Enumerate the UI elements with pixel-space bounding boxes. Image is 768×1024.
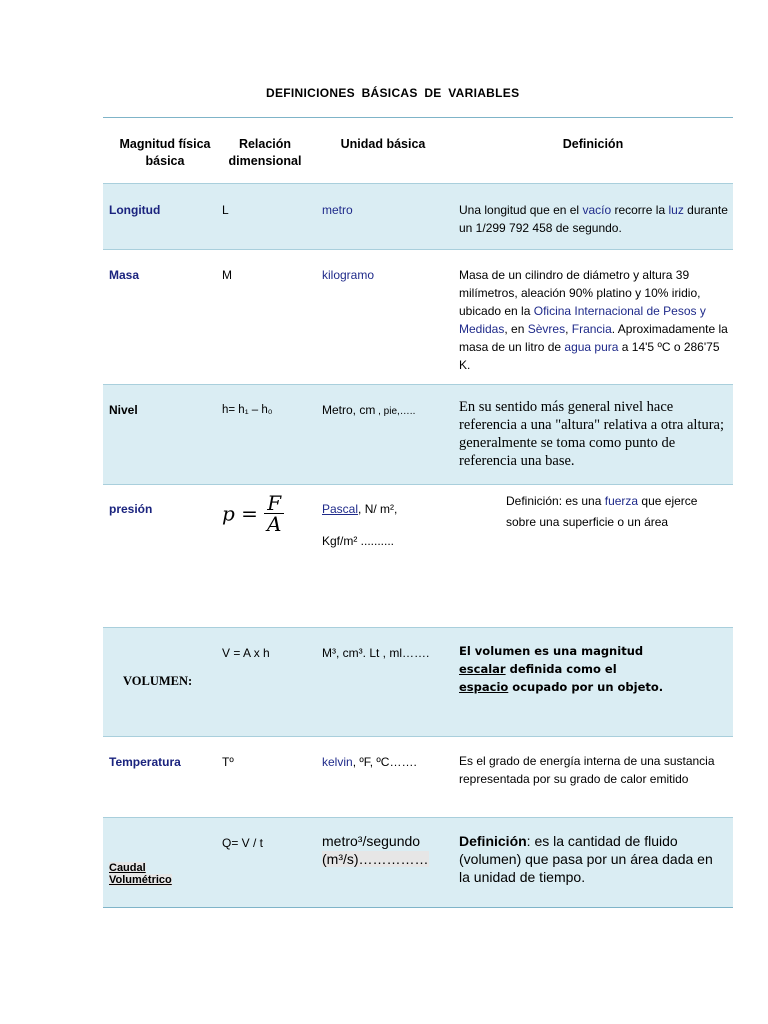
- formula-denominator: A: [267, 512, 282, 536]
- fuerza-link[interactable]: fuerza: [604, 494, 639, 508]
- page-title: DEFINICIONES BÁSICAS DE VARIABLES: [266, 86, 520, 100]
- table-row-presion: [103, 485, 733, 628]
- unit-text: Kgf/m² ..........: [322, 534, 395, 548]
- def-text: Una longitud que en el: [459, 203, 583, 217]
- header-relacion: Relación dimensional: [228, 137, 302, 168]
- unit-text: (m³/s)……………: [322, 851, 429, 867]
- unidad-longitud-link[interactable]: metro: [322, 203, 353, 217]
- def-text: recorre la: [611, 203, 669, 217]
- def-label: Definición: [459, 833, 527, 849]
- def-text: . Aproximadamente la masa de un litro de: [459, 322, 728, 354]
- unidad-volumen: M³, cm³. Lt , ml…….: [322, 646, 430, 660]
- kelvin-link[interactable]: kelvin: [322, 755, 353, 769]
- magnitud-presion: presión: [109, 502, 153, 516]
- table-row-nivel: [103, 385, 733, 485]
- caudal-label: Caudal: [109, 862, 146, 874]
- def-text: ocupado por un objeto.: [508, 680, 664, 694]
- def-text: Definición: es una: [506, 494, 605, 508]
- magnitud-nivel: Nivel: [109, 403, 138, 417]
- definicion-caudal: [459, 832, 727, 886]
- def-text: durante un 1/299 792 458 de segundo.: [459, 203, 728, 235]
- header-definicion: Definición: [562, 137, 624, 151]
- francia-link[interactable]: Francia: [571, 322, 612, 336]
- header-magnitud: Magnitud física básica: [119, 137, 211, 168]
- definicion-presion: [506, 491, 726, 533]
- formula-fraction: [264, 493, 284, 534]
- unidad-temperatura: [322, 753, 452, 771]
- def-text: Masa de un cilindro de diámetro y altura 39 milímetros, aleación 90% platino y 10% iridio, ubicado en la: [459, 268, 701, 318]
- pascal-link[interactable]: Pascal: [322, 502, 359, 516]
- unit-text: metro³/segundo: [322, 833, 421, 849]
- def-text: , en: [504, 322, 528, 336]
- unidad-masa-link[interactable]: kilogramo: [322, 268, 375, 282]
- table-row-caudal: [103, 818, 733, 907]
- definicion-longitud: [459, 201, 731, 237]
- def-text: ,: [565, 322, 572, 336]
- relacion-volumen: V = A x h: [222, 646, 270, 660]
- def-text: El volumen es una magnitud: [459, 644, 644, 658]
- relacion-nivel: h= h₁ – h₀: [222, 404, 273, 416]
- def-text: : es la cantidad de fluido (volumen) que pasa por un área dada en la unidad de tiempo.: [459, 833, 713, 885]
- unidad-presion: [322, 500, 452, 550]
- caudal-label: Volumétrico: [109, 874, 172, 886]
- formula-numerator: F: [264, 493, 284, 514]
- def-text: definida como el: [505, 662, 617, 676]
- magnitud-caudal: [109, 862, 217, 886]
- relacion-caudal: Q= V / t: [222, 836, 264, 850]
- def-text: que ejerce sobre una superficie o un área: [506, 494, 698, 529]
- unidad-caudal: [322, 832, 452, 868]
- unit-text: , pie,…..: [375, 406, 416, 417]
- unit-text: Metro, cm: [322, 403, 376, 417]
- unidad-nivel: [322, 401, 452, 421]
- formula-presion: [222, 493, 318, 534]
- formula-lhs: p =: [222, 501, 258, 526]
- table-row-longitud: [103, 184, 733, 250]
- unit-text: , ºF, ºC…….: [352, 755, 417, 769]
- oficina-link[interactable]: Oficina Internacional de Pesos y Medidas: [459, 304, 706, 336]
- header-unidad: Unidad básica: [340, 137, 426, 151]
- relacion-masa: M: [222, 268, 232, 282]
- table-row-volumen: [103, 628, 733, 737]
- definicion-temperatura: Es el grado de energía interna de una sustancia representada por su grado de calor emitido: [459, 754, 715, 786]
- magnitud-masa: Masa: [109, 268, 140, 282]
- definicion-nivel: En su sentido más general nivel hace referencia a una "altura" relativa a otra altura; generalmente se toma como punto de referencia una base.: [459, 399, 725, 469]
- magnitud-volumen: VOLUMEN:: [123, 674, 193, 688]
- relacion-temperatura: Tº: [222, 755, 234, 769]
- luz-link[interactable]: luz: [668, 203, 684, 217]
- table-header-row: [103, 118, 733, 184]
- espacio-link[interactable]: espacio: [459, 680, 509, 694]
- sevres-link[interactable]: Sèvres: [527, 322, 566, 336]
- definicion-volumen: [459, 642, 669, 696]
- table-row-masa: [103, 250, 733, 385]
- vacio-link[interactable]: vacío: [582, 203, 612, 217]
- relacion-longitud: L: [222, 203, 229, 217]
- table-row-temperatura: [103, 737, 733, 818]
- magnitud-temperatura: Temperatura: [109, 755, 181, 769]
- escalar-link[interactable]: escalar: [459, 662, 506, 676]
- magnitud-longitud: Longitud: [109, 203, 161, 217]
- definicion-masa: [459, 266, 731, 374]
- variables-table: [103, 117, 733, 908]
- def-text: a 14'5 ºC o 286'75 K.: [459, 340, 720, 372]
- agua-pura-link[interactable]: agua pura: [564, 340, 619, 354]
- unit-text: , N/ m²,: [358, 502, 398, 516]
